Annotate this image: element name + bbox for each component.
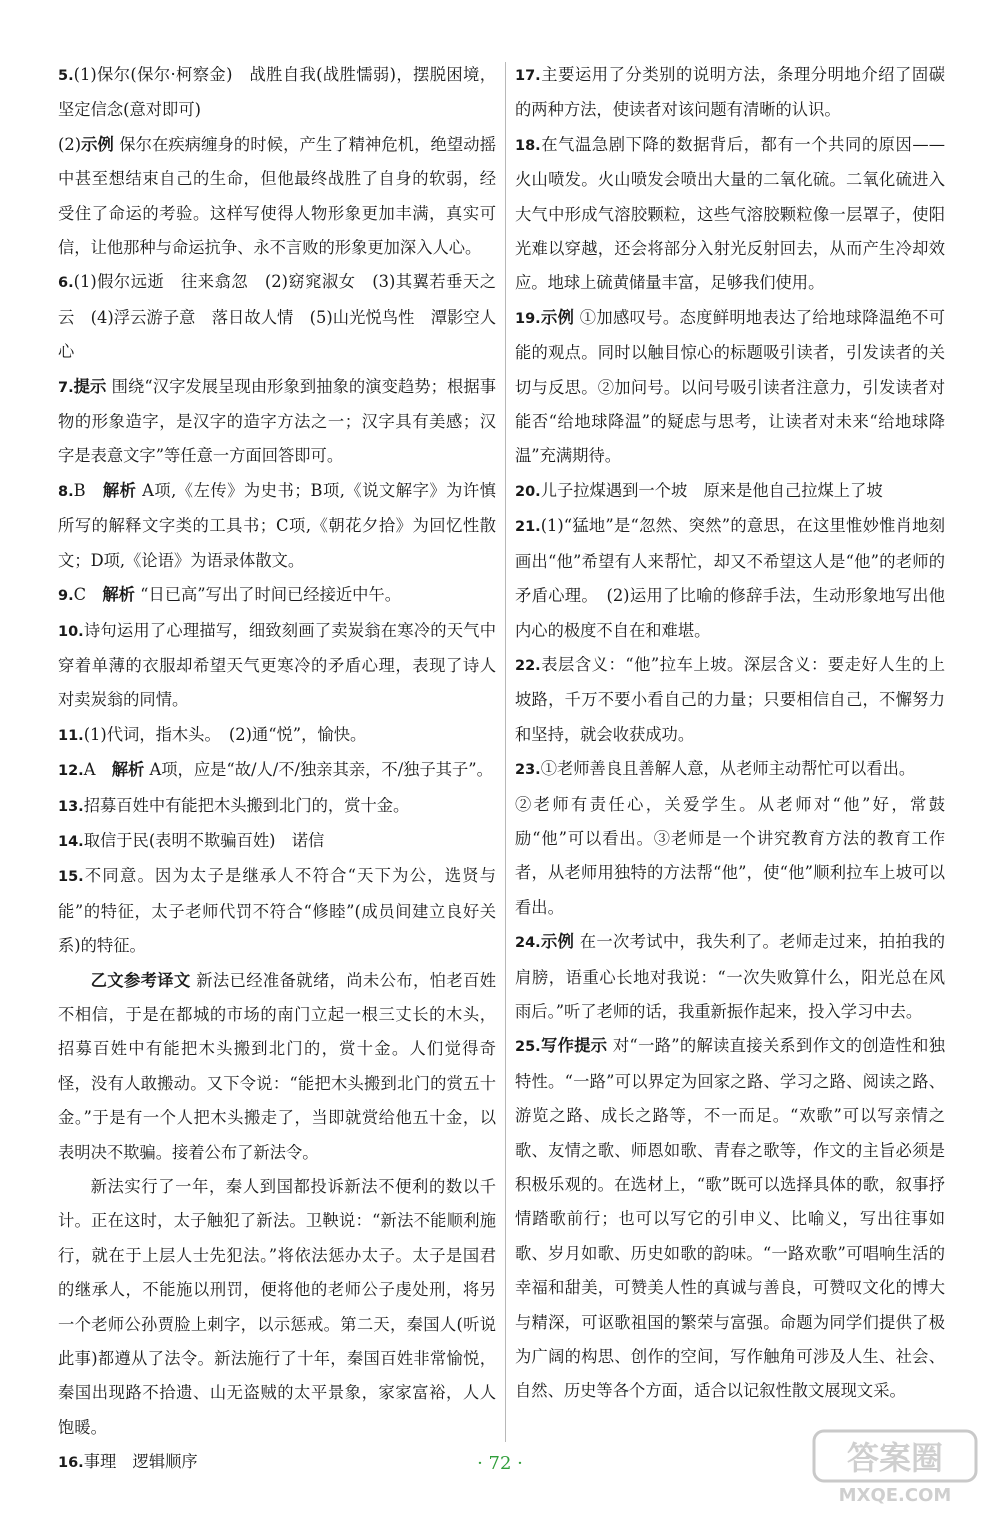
answer-5-part2: (2)示例 保尔在疾病缠身的时候，产生了精神危机，绝望动摇中甚至想结束自己的生命，但他最终战胜了自身的软弱，经受住了命运的考验。这样写使得人物形象更加丰满，真实可信，让他那种与命运抗争、永不言败的形象更加深入人心。	[58, 134, 496, 258]
page-number: · 72 ·	[477, 1453, 523, 1474]
answer-25: 25.写作提示 对“一路”的解读直接关系到作文的创造性和独特性。“一路”可以界定为回家之路、学习之路、阅读之路、游览之路、成长之路等，不一而足。“欢歌”可以写亲情之歌、友情之歌、师恩如歌、青春之歌等，作文的主旨必须是积极乐观的。在选材上，“歌”既可以选择具体的歌，叙事抒情踏歌前行；也可以写它的引申义、比喻义，写出往事如歌、岁月如歌、历史如歌的韵味。“一路欢歌”可唱响生活的幸福和甜美，可赞美人性的真诚与善良，可赞叹文化的博大与精深，可讴歌祖国的繁荣与富强。命题为同学们提供了极为广阔的构思、创作的空间，写作触角可涉及人生、社会、自然、历史等各个方面，适合以记叙性散文展现文采。	[515, 1036, 945, 1401]
watermark-logo	[810, 1425, 980, 1505]
answer-10: 10.诗句运用了心理描写，细致刻画了卖炭翁在寒冷的天气中穿着单薄的衣服却希望天气更寒冷的矛盾心理，表现了诗人对卖炭翁的同情。	[58, 620, 496, 710]
answer-12: 12.A 解析 A项，应是“故/人/不/独亲其亲，不/独子其子”。	[58, 760, 493, 780]
watermark-logo-graphic	[810, 1425, 980, 1505]
answer-5: 5.(1)保尔(保尔·柯察金) 战胜自我(战胜懦弱)，摆脱困境，坚定信念(意对即可)	[58, 65, 496, 120]
answer-19: 19.示例 ①加感叹号。态度鲜明地表达了给地球降温绝不可能的观点。同时以触目惊心的标题吸引读者，引发读者的关切与反思。②加问号。以问号吸引读者注意力，引发读者对能否“给地球降温”的疑虑与思考，让读者对未来“给地球降温”充满期待。	[515, 307, 945, 466]
answer-9: 9.C 解析 “日已高”写出了时间已经接近中午。	[58, 585, 401, 605]
answer-23: 23.①老师善良且善解人意，从老师主动帮忙可以看出。	[515, 759, 916, 779]
right-column	[515, 58, 945, 1445]
answer-18: 18.在气温急剧下降的数据背后，都有一个共同的原因——火山喷发。火山喷发会喷出大量的二氧化硫。二氧化硫进入大气中形成气溶胶颗粒，这些气溶胶颗粒像一层罩子，使阳光难以穿越，还会将部分入射光反射回去，从而产生冷却效应。地球上硫黄储量丰富，足够我们使用。	[515, 134, 945, 293]
answer-15: 15.不同意。因为太子是继承人不符合“天下为公，选贤与能”的特征，太子老师代罚不符合“修睦”(成员间建立良好关系)的特征。	[58, 866, 496, 956]
svg-text:答案圈: 答案圈	[846, 1439, 944, 1477]
answer-7: 7.提示 围绕“汉字发展呈现由形象到抽象的演变趋势；根据事物的形象造字，是汉字的造字方法之一；汉字具有美感；汉字是表意文字”等任意一方面回答即可。	[58, 376, 496, 466]
answer-8: 8.B 解析 A项,《左传》为史书；B项,《说文解字》为许慎所写的解释文字类的工具书；C项,《朝花夕拾》为回忆性散文；D项,《论语》为语录体散文。	[58, 480, 496, 570]
translation-paragraph-2: 新法实行了一年，秦人到国都投诉新法不便利的数以千计。正在这时，太子触犯了新法。卫鞅说：“新法不能顺利施行，就在于上层人士先犯法。”将依法惩办太子。太子是国君的继承人，不能施以刑罚，便将他的老师公子虔处刑，将另一个老师公孙贾脸上刺字，以示惩戒。第二天，秦国人(听说此事)都遵从了法令。新法施行了十年，秦国百姓非常愉悦，秦国出现路不拾遗、山无盗贼的太平景象，家家富裕，人人饱暖。	[58, 1177, 496, 1437]
answer-14: 14.取信于民(表明不欺骗百姓) 诺信	[58, 830, 325, 850]
answer-22: 22.表层含义：“他”拉车上坡。深层含义：要走好人生的上坡路，千万不要小看自己的力量；只要相信自己，不懈努力和坚持，就会收获成功。	[515, 654, 945, 744]
answer-24: 24.示例 在一次考试中，我失利了。老师走过来，拍拍我的肩膀，语重心长地对我说：“一次失败算什么，阳光总在风雨后。”听了老师的话，我重新振作起来，投入学习中去。	[515, 932, 945, 1021]
svg-text:MXQE.COM: MXQE.COM	[838, 1485, 952, 1505]
answer-6: 6.(1)假尔远逝 往来翕忽 (2)窈窕淑女 (3)其翼若垂天之云 (4)浮云游子意 落日故人情 (5)山光悦鸟性 潭影空人心	[58, 272, 496, 362]
translation-paragraph-1: 乙文参考译文 新法已经准备就绪，尚未公布，怕老百姓不相信，于是在都城的市场的南门立起一根三丈长的木头，招募百姓中有能把木头搬到北门的，赏十金。人们觉得奇怪，没有人敢搬动。又下令说：“能把木头搬到北门的赏五十金。”于是有一个人把木头搬走了，当即就赏给他五十金，以表明决不欺骗。接着公布了新法令。	[58, 970, 496, 1162]
answer-20: 20.儿子拉煤遇到一个坡 原来是他自己拉煤上了坡	[515, 480, 883, 500]
answer-16: 16.事理 逻辑顺序	[58, 1452, 198, 1472]
answer-13: 13.招募百姓中有能把木头搬到北门的，赏十金。	[58, 795, 410, 815]
answer-11: 11.(1)代词，指木头。 (2)通“悦”，愉快。	[58, 724, 367, 744]
column-divider	[505, 62, 506, 1442]
answer-21: 21.(1)“猛地”是“忽然、突然”的意思，在这里惟妙惟肖地刻画出“他”希望有人来帮忙，却又不希望这人是“他”的老师的矛盾心理。 (2)运用了比喻的修辞手法，生动形象地写出他内心的极度不自在和难堪。	[515, 516, 945, 640]
left-column	[58, 58, 496, 1472]
answer-23-continued: ②老师有责任心，关爱学生。从老师对“他”好，常鼓励“他”可以看出。③老师是一个讲究教育方法的教育工作者，从老师用独特的方法帮“他”，使“他”顺利拉车上坡可以看出。	[515, 794, 945, 917]
answer-17: 17.主要运用了分类别的说明方法，条理分明地介绍了固碳的两种方法，使读者对该问题有清晰的认识。	[515, 65, 945, 120]
